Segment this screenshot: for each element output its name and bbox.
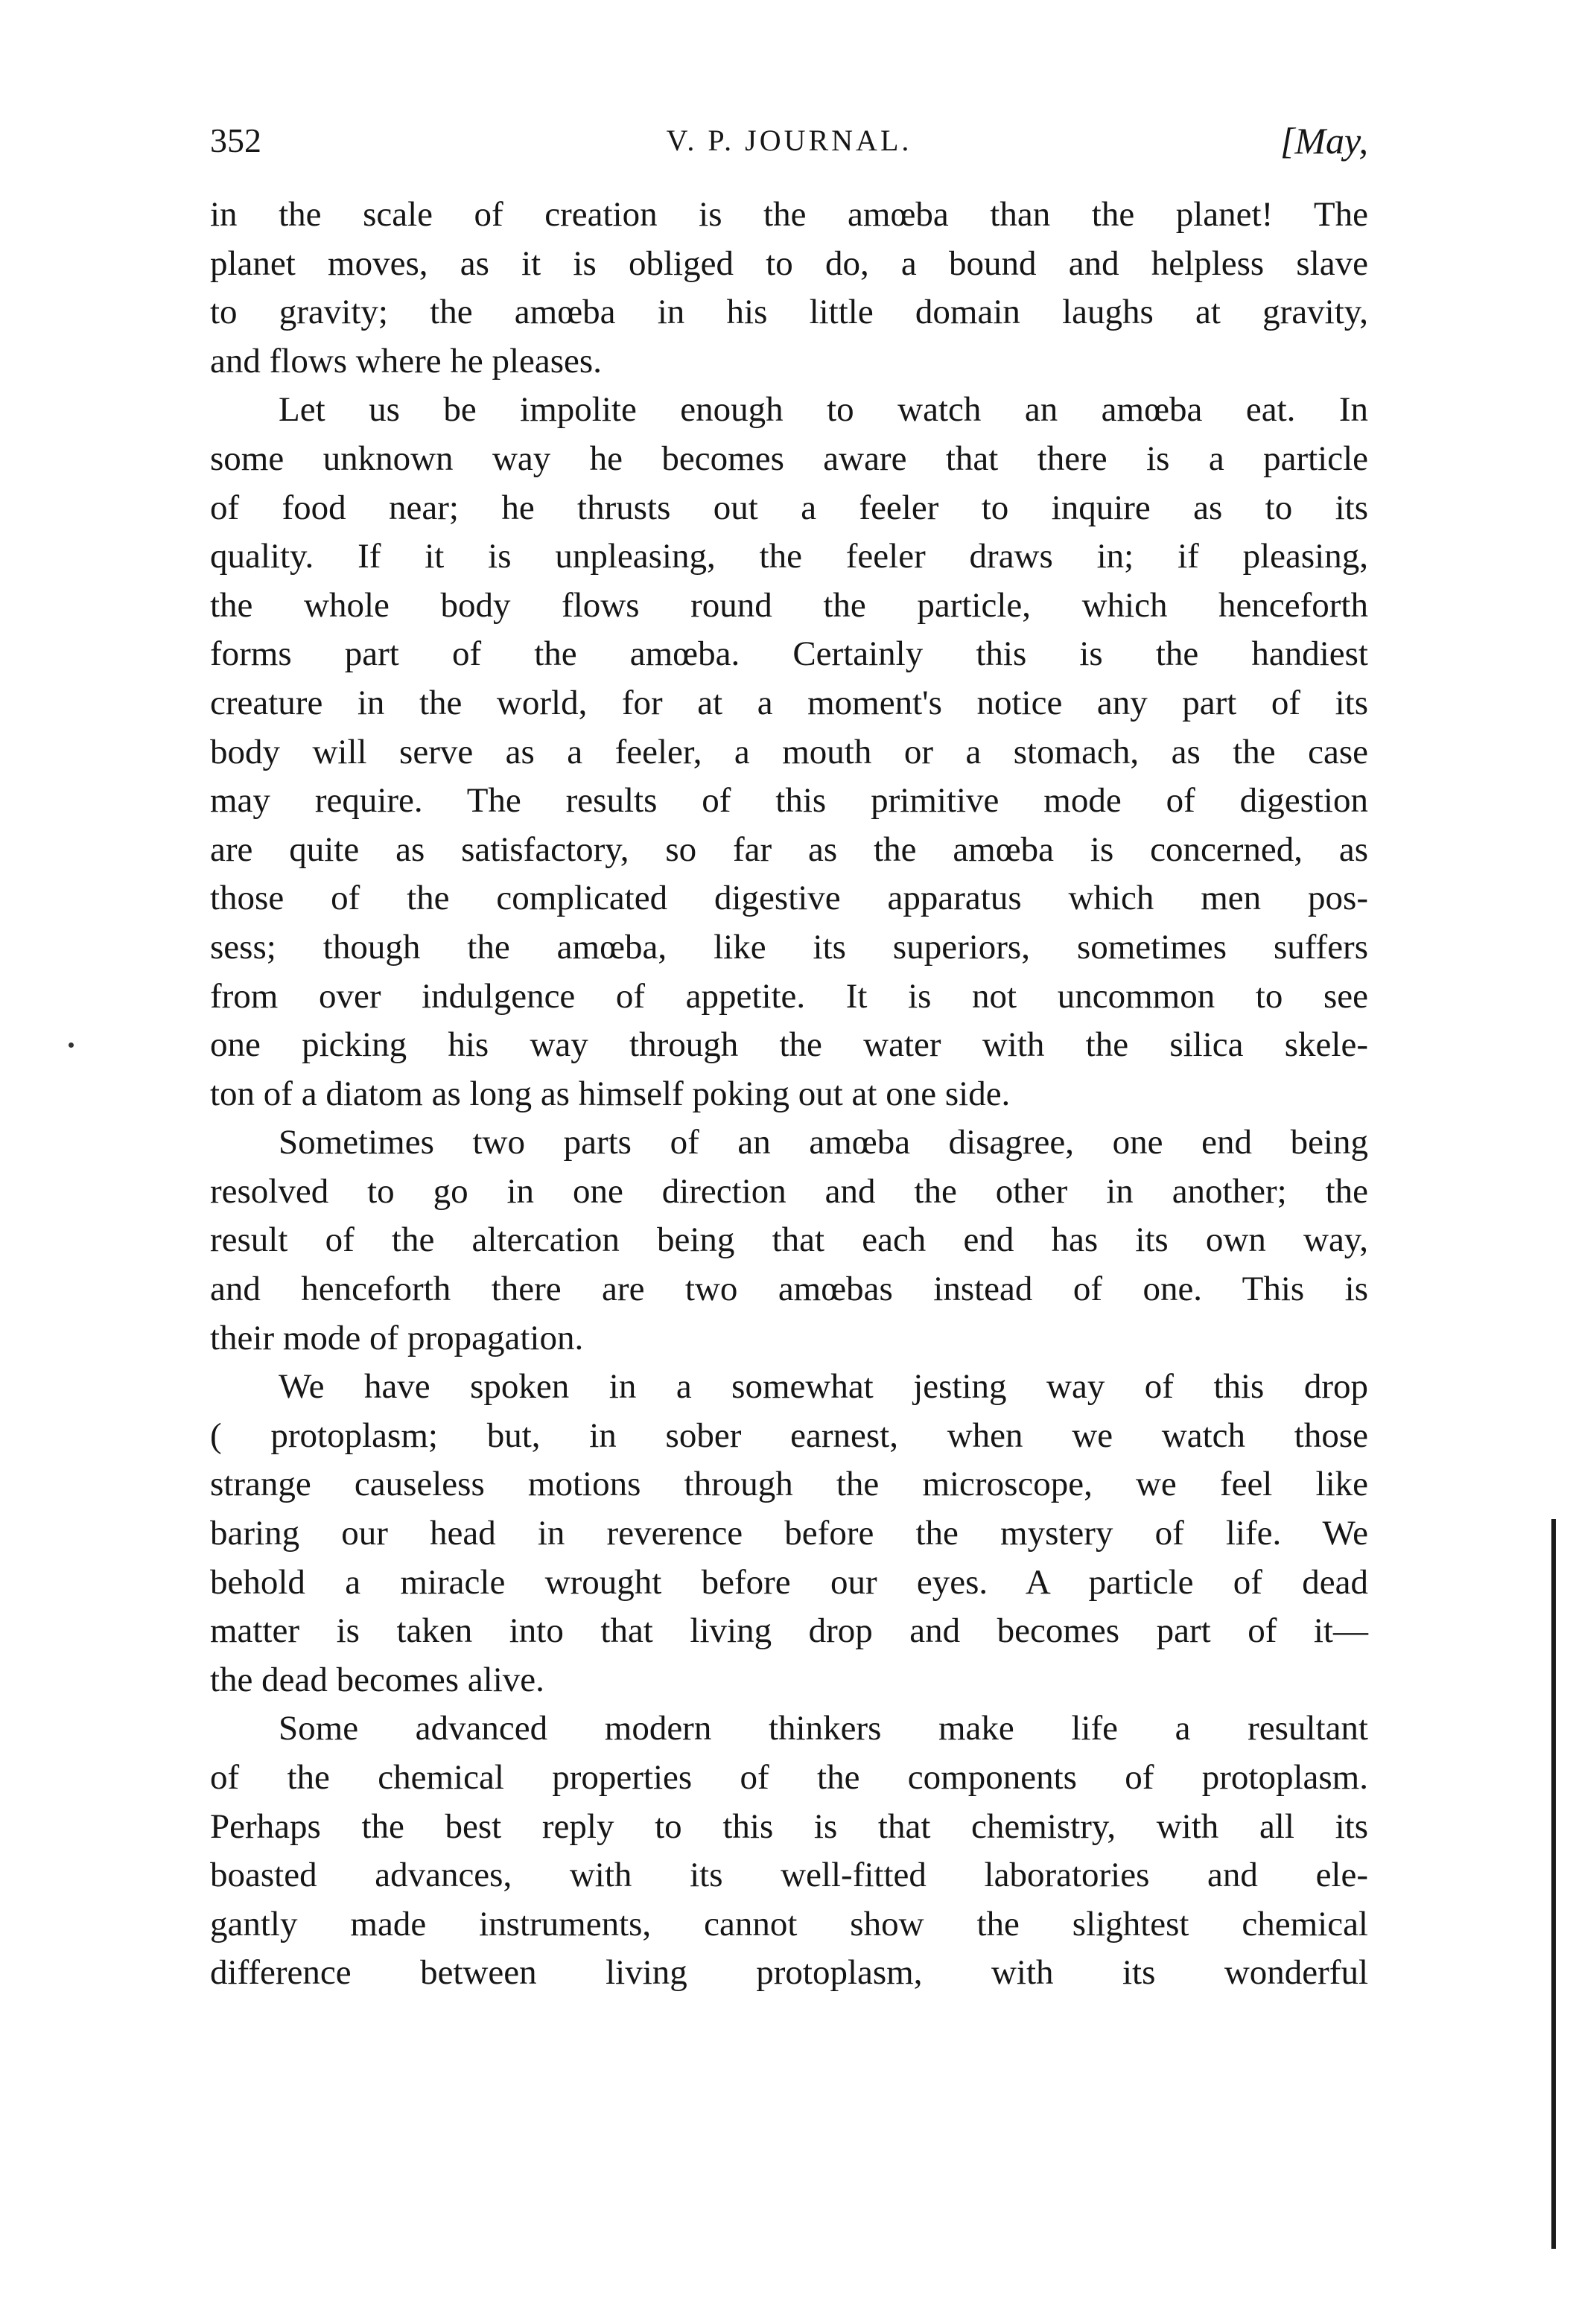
paragraph-start-line: Sometimes two parts of an amœba disagree, one end being [279, 1123, 1368, 1162]
text-line: to gravity; the amœba in his little domain laughs at gravity, [210, 293, 1368, 332]
text-line: those of the complicated digestive apparatus which men pos- [210, 879, 1368, 918]
text-line: difference between living protoplasm, with its wonderful [210, 1953, 1368, 1993]
text-line: gantly made instruments, cannot show the slightest chemical [210, 1904, 1368, 1943]
text-line: and flows where he pleases. [210, 341, 602, 381]
text-line: some unknown way he becomes aware that there is a particle [210, 439, 1368, 478]
text-line: baring our head in reverence before the mystery of life. We [210, 1514, 1368, 1553]
margin-speck [69, 1042, 74, 1048]
text-line: creature in the world, for at a moment's notice any part of its [210, 683, 1368, 722]
text-line: are quite as satisfactory, so far as the amœba is concerned, as [210, 830, 1368, 869]
text-line: one picking his way through the water with the silica skele- [210, 1025, 1368, 1065]
paragraph-start-line: Let us be impolite enough to watch an amœba eat. In [279, 390, 1368, 430]
text-line: ton of a diatom as long as himself poking out at one side. [210, 1074, 1011, 1113]
running-title: V. P. JOURNAL. [666, 124, 912, 157]
text-line: resolved to go in one direction and the other in another; the [210, 1171, 1368, 1211]
text-line: of the chemical properties of the components of protoplasm. [210, 1758, 1368, 1797]
paragraph-start-line: We have spoken in a somewhat jesting way of this drop [279, 1367, 1368, 1407]
text-line: the dead becomes alive. [210, 1660, 544, 1699]
text-line: behold a miracle wrought before our eyes. A particle of dead [210, 1562, 1368, 1602]
text-line: Perhaps the best reply to this is that chemistry, with all its [210, 1806, 1368, 1846]
text-line: the whole body flows round the particle, which henceforth [210, 585, 1368, 625]
scan-edge-shadow [1551, 1519, 1556, 2249]
text-line: sess; though the amœba, like its superiors, sometimes suffers [210, 927, 1368, 967]
text-line: strange causeless motions through the microscope, we feel like [210, 1465, 1368, 1504]
text-line: of food near; he thrusts out a feeler to inquire as to its [210, 488, 1368, 527]
text-line: and henceforth there are two amœbas instead of one. This is [210, 1270, 1368, 1309]
text-line: quality. If it is unpleasing, the feeler draws in; if pleasing, [210, 537, 1368, 576]
text-line: matter is taken into that living drop and becomes part of it— [210, 1611, 1368, 1651]
text-line: ( protoplasm; but, in sober earnest, when we watch those [210, 1416, 1368, 1455]
issue-month: [May, [1280, 120, 1368, 162]
page-header [210, 115, 1368, 167]
paragraph-start-line: Some advanced modern thinkers make life a resultant [279, 1709, 1368, 1748]
text-line: boasted advances, with its well-fitted laboratories and ele- [210, 1856, 1368, 1895]
text-line: planet moves, as it is obliged to do, a bound and helpless slave [210, 243, 1368, 283]
text-line: in the scale of creation is the amœba than the planet! The [210, 195, 1368, 234]
text-line: their mode of propagation. [210, 1318, 584, 1357]
text-line: may require. The results of this primitive mode of digestion [210, 781, 1368, 821]
text-line: body will serve as a feeler, a mouth or a stomach, as the case [210, 732, 1368, 771]
body-text [210, 191, 1368, 1998]
page-number: 352 [210, 121, 261, 159]
text-line: from over indulgence of appetite. It is not uncommon to see [210, 976, 1368, 1016]
text-line: result of the altercation being that each end has its own way, [210, 1220, 1368, 1260]
text-line: forms part of the amœba. Certainly this is the handiest [210, 634, 1368, 674]
